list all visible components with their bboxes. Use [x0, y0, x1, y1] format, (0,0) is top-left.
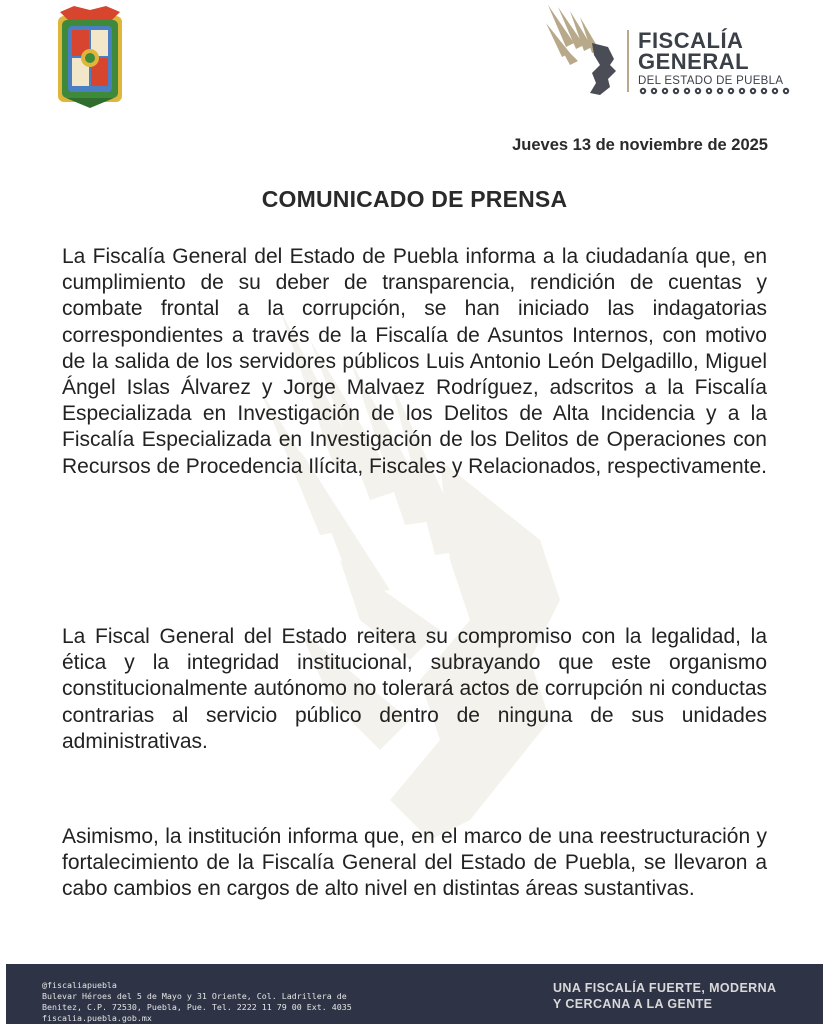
logo-pattern [638, 86, 790, 96]
paragraph-1: La Fiscalía General del Estado de Puebla informa a la ciudadanía que, en cumplimiento de su deber de transparencia, rendición de cuentas y combate frontal a la corrupción, se han iniciado las indagatorias correspondientes a través de la Fiscalía de Asuntos Internos, con motivo de la salida de los servidores públicos Luis Antonio León Delgadillo, Miguel Ángel Islas Álvarez y Jorge Malvaez Rodríguez, adscritos a la Fiscalía Especializada en Investigación de los Delitos de Alta Incidencia y a la Fiscalía Especializada en Investigación de los Delitos de Operaciones con Recursos de Procedencia Ilícita, Fiscales y Relacionados, respectivamente. [62, 245, 767, 478]
slogan-line-1: UNA FISCALÍA FUERTE, MODERNA [553, 981, 777, 995]
logo-line-1: FISCALÍA [638, 28, 744, 53]
logo-line-2: GENERAL [638, 49, 750, 74]
page-title: COMUNICADO DE PRENSA [261, 186, 568, 212]
puebla-coat-of-arms-icon [52, 4, 128, 108]
slogan-line-2: Y CERCANA A LA GENTE [553, 997, 713, 1011]
logo-line-3: DEL ESTADO DE PUEBLA [638, 75, 784, 87]
logo-divider [627, 30, 629, 92]
paragraph-2: La Fiscal General del Estado reitera su compromiso con la legalidad, la ética y la integridad institucional, subrayando que este organismo constitucionalmente autónomo no tolerará actos de corrupción ni conductas contrarias al servicio público dentro de ninguna de sus unidades administrativas. [62, 625, 767, 753]
footer-bar [6, 964, 823, 1024]
address-line-1: Bulevar Héroes del 5 de Mayo y 31 Oriente, Col. Ladrillera de [42, 991, 347, 1001]
footer-slogan [553, 980, 776, 1012]
address-line-2: Benitez, C.P. 72530, Puebla, Pue. Tel. 2222 11 79 00 Ext. 4035 [42, 1002, 352, 1012]
fiscalia-head-logo-icon [544, 3, 622, 99]
paragraph-3: Asimismo, la institución informa que, en el marco de una reestructuración y fortalecimiento de la Fiscalía General del Estado de Puebla, se llevaron a cabo cambios en cargos de alto nivel en distintas áreas sustantivas. [62, 825, 767, 901]
footer-contact [42, 980, 352, 1024]
release-date: Jueves 13 de noviembre de 2025 [512, 136, 768, 154]
website-link[interactable]: fiscalia.puebla.gob.mx [42, 1013, 152, 1023]
social-handle: @fiscaliapuebla [42, 980, 117, 990]
fiscalia-logo-text [638, 30, 783, 87]
